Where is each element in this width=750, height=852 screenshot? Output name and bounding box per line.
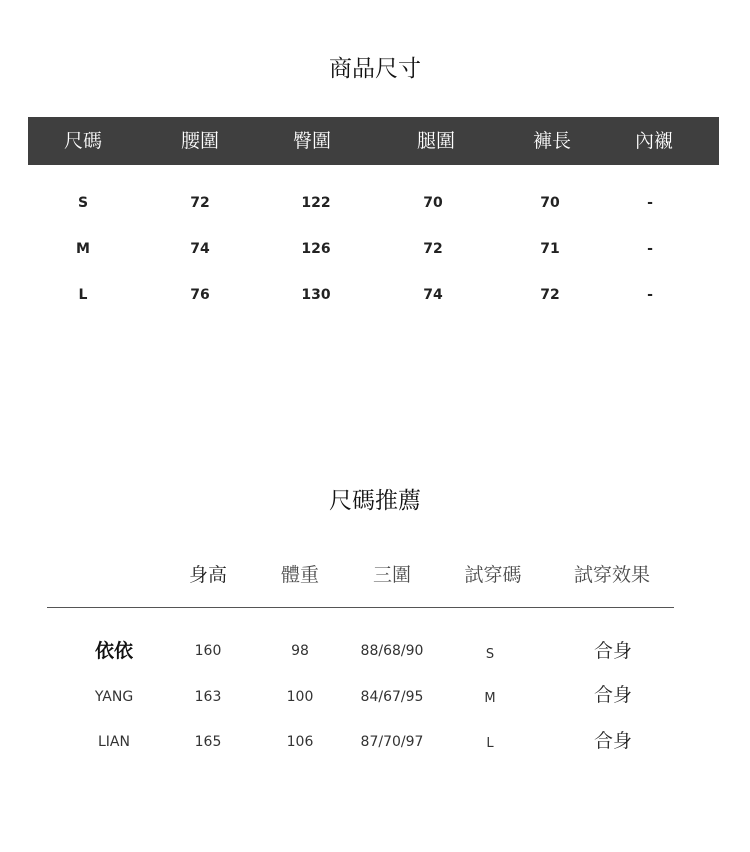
header-weight: 體重 xyxy=(280,564,319,586)
header-divider xyxy=(47,607,674,608)
table-row xyxy=(0,237,750,261)
header-lining: 內襯 xyxy=(634,130,673,152)
cell-lining: - xyxy=(647,287,653,303)
cell-weight: 100 xyxy=(286,689,314,705)
cell-height: 160 xyxy=(194,643,222,659)
cell-model-name: LIAN xyxy=(98,734,130,750)
header-fit-result: 試穿效果 xyxy=(573,564,650,586)
cell-size: L xyxy=(78,287,88,303)
header-measurements: 三圍 xyxy=(372,564,411,586)
header-try-size: 試穿碼 xyxy=(464,564,522,586)
cell-size: M xyxy=(76,241,90,257)
recommend-table-header xyxy=(0,560,750,590)
cell-thigh: 74 xyxy=(423,287,443,303)
cell-lining: - xyxy=(647,195,653,211)
header-thigh: 腿圍 xyxy=(416,130,455,152)
cell-hip: 122 xyxy=(301,195,331,211)
cell-thigh: 72 xyxy=(423,241,443,257)
table-row xyxy=(0,727,750,757)
header-height: 身高 xyxy=(188,564,227,586)
cell-measurements: 84/67/95 xyxy=(360,689,424,705)
size-title: 商品尺寸 xyxy=(329,56,421,82)
cell-thigh: 70 xyxy=(423,195,443,211)
table-row xyxy=(0,191,750,215)
cell-fit-result: 合身 xyxy=(593,730,632,752)
cell-fit-result: 合身 xyxy=(593,684,632,706)
header-hip: 臀圍 xyxy=(292,130,331,152)
recommend-title: 尺碼推薦 xyxy=(329,488,421,514)
header-length: 褲長 xyxy=(532,130,571,152)
cell-waist: 72 xyxy=(190,195,210,211)
cell-waist: 76 xyxy=(190,287,210,303)
cell-measurements: 88/68/90 xyxy=(360,643,424,659)
cell-hip: 130 xyxy=(301,287,331,303)
cell-measurements: 87/70/97 xyxy=(360,734,424,750)
header-waist: 腰圍 xyxy=(180,130,219,152)
cell-size: S xyxy=(77,195,89,211)
size-table-header xyxy=(28,117,719,165)
table-row xyxy=(0,283,750,307)
cell-length: 71 xyxy=(540,241,560,257)
cell-lining: - xyxy=(647,241,653,257)
cell-height: 165 xyxy=(194,734,222,750)
table-row xyxy=(0,682,750,712)
cell-weight: 98 xyxy=(291,643,309,659)
cell-fit-result: 合身 xyxy=(593,640,632,662)
cell-height: 163 xyxy=(194,689,222,705)
table-row xyxy=(0,636,750,666)
cell-length: 70 xyxy=(540,195,560,211)
cell-try-size: S xyxy=(485,647,495,662)
cell-try-size: M xyxy=(484,691,496,706)
cell-weight: 106 xyxy=(286,734,314,750)
cell-try-size: L xyxy=(486,736,494,751)
cell-model-name: YANG xyxy=(94,689,134,705)
cell-hip: 126 xyxy=(301,241,331,257)
header-size: 尺碼 xyxy=(63,130,102,152)
cell-model-name: 依依 xyxy=(94,640,133,662)
cell-waist: 74 xyxy=(190,241,210,257)
cell-length: 72 xyxy=(540,287,560,303)
